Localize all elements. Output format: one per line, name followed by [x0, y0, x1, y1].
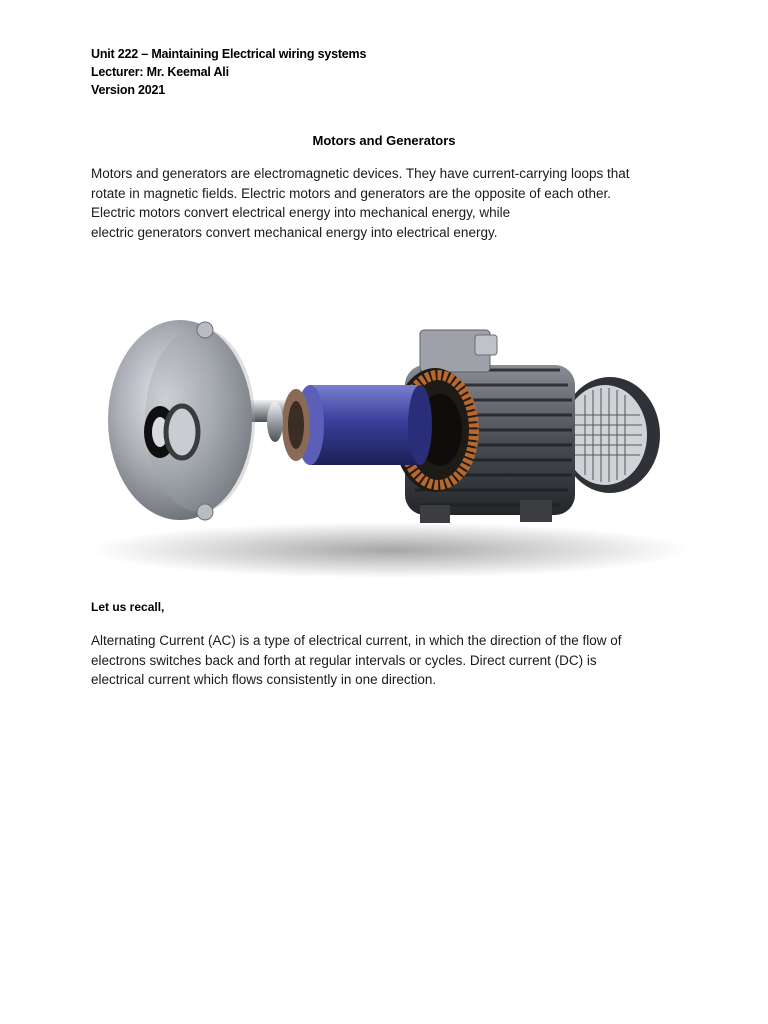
- document-header: [91, 45, 366, 99]
- unit-title: Unit 222 – Maintaining Electrical wiring systems: [91, 47, 367, 61]
- exploded-motor-illustration: [90, 250, 690, 580]
- intro-paragraph: [91, 164, 691, 242]
- intro-line: rotate in magnetic fields. Electric motors and generators are the opposite of each other.: [91, 185, 612, 201]
- lecturer-name: Lecturer: Mr. Keemal Ali: [91, 65, 229, 79]
- recall-paragraph: [91, 631, 691, 690]
- recall-line: electrical current which flows consistently in one direction.: [91, 672, 437, 687]
- recall-heading: Let us recall,: [91, 600, 165, 614]
- recall-line: electrons switches back and forth at regular intervals or cycles. Direct current (DC) is: [91, 652, 597, 668]
- recall-line: Alternating Current (AC) is a type of electrical current, in which the direction of the flow of: [91, 633, 622, 648]
- intro-line: Electric motors convert electrical energy into mechanical energy, while: [91, 205, 511, 220]
- version-label: Version 2021: [91, 83, 166, 97]
- section-title: Motors and Generators: [312, 133, 456, 148]
- intro-line: Motors and generators are electromagnetic devices. They have current-carrying loops that: [91, 166, 630, 181]
- intro-line: electric generators convert mechanical energy into electrical energy.: [91, 224, 498, 240]
